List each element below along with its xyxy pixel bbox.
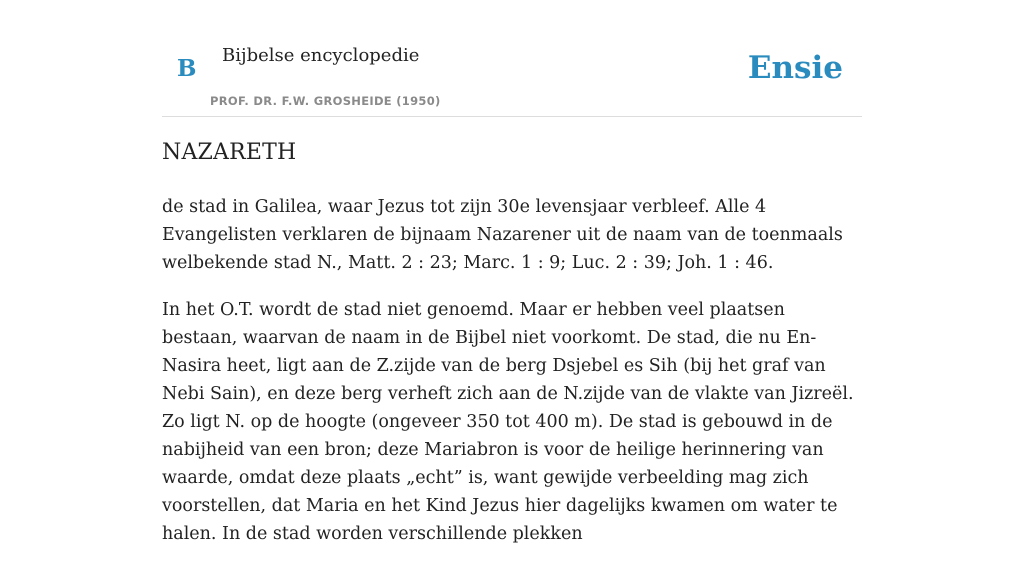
book-title[interactable]: Bijbelse encyclopedie (222, 45, 420, 66)
article-title: NAZARETH (162, 140, 297, 165)
header (162, 0, 862, 117)
brand-logo[interactable]: Ensie (747, 50, 843, 86)
page (162, 0, 862, 544)
article-paragraph: de stad in Galilea, waar Jezus tot zijn 30e levensjaar verbleef. Alle 4 Evangelisten verklaren de bijnaam Nazarener uit de naam van de toenmaals welbekende stad N., Matt. 2 : 23; Marc. 1 : 9; Luc. 2 : 39; Joh. 1 : 46. (162, 197, 843, 273)
book-author: PROF. DR. F.W. GROSHEIDE (1950) (210, 94, 441, 108)
article-paragraph: In het O.T. wordt de stad niet genoemd. Maar er hebben veel plaatsen bestaan, waarvan de naam in de Bijbel niet voorkomt. De stad, die nu En-Nasira heet, ligt aan de Z.zijde van de berg Dsjebel es Sih (bij het graf van Nebi Sain), en deze berg verheft zich aan de N.zijde van de vlakte van Jizreël. Zo ligt N. op de hoogte (ongeveer 350 tot 400 m). De stad is gebouwd in de nabijheid van een bron; deze Mariabron is voor de heilige herinnering van waarde, omdat deze plaats „echt” is, want gewijde verbeelding mag zich voorstellen, dat Maria en het Kind Jezus hier dagelijks kwamen om water te halen. In de stad worden verschillende plekken (162, 300, 854, 544)
article-body (162, 193, 862, 567)
book-logo[interactable]: B (177, 55, 197, 82)
